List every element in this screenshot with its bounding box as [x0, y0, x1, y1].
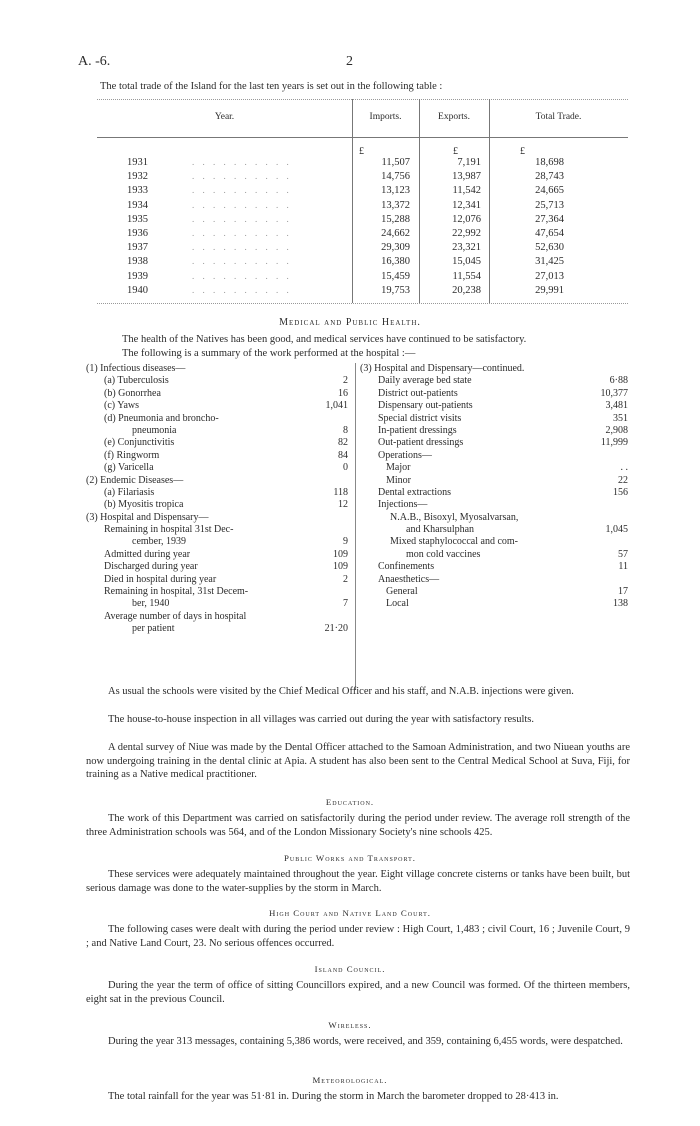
row-exports: 15,045 — [452, 256, 481, 268]
stat-row — [360, 388, 628, 400]
stat-value: 2,908 — [605, 424, 628, 436]
stat-label: Discharged during year — [104, 561, 198, 573]
stat-value: 82 — [338, 437, 348, 449]
stat-label: (e) Conjunctivitis — [104, 437, 175, 449]
stat-value: 109 — [333, 561, 348, 573]
dot-leader: . . . . . . . . . . — [192, 157, 292, 167]
stat-label: and Kharsulphan — [406, 524, 475, 536]
medical-heading: Medical and Public Health. — [279, 317, 421, 328]
dot-leader: . . . . . . . . . . — [192, 256, 292, 267]
table-row — [97, 214, 628, 228]
stat-value: 118 — [333, 486, 348, 498]
row-imports: 13,123 — [381, 185, 410, 197]
row-exports: 11,542 — [452, 185, 481, 197]
stat-row — [360, 536, 628, 548]
row-total: 27,013 — [535, 270, 564, 282]
stat-row — [86, 375, 348, 387]
row-total: 28,743 — [535, 171, 564, 183]
stat-value: 22 — [618, 474, 628, 486]
dot-leader: . . . . . . . . . . — [192, 199, 292, 210]
stat-row — [360, 524, 628, 536]
stat-row — [86, 450, 348, 462]
row-year: 1931 — [127, 157, 148, 168]
medical-para-3: As usual the schools were visited by the Chief Medical Officer and his staff, and N.A.B. injections were given. — [108, 686, 574, 697]
row-imports: 16,380 — [381, 256, 410, 268]
stat-label: (c) Yaws — [104, 400, 139, 412]
stat-label: Died in hospital during year — [104, 573, 217, 585]
stat-label: Remaining in hospital 31st Dec- — [104, 524, 234, 536]
stat-label: Local — [386, 598, 409, 610]
stat-row — [86, 611, 348, 623]
row-exports: 12,341 — [452, 199, 481, 211]
table-row — [97, 157, 628, 171]
table-row — [97, 285, 628, 299]
section-heading-meteorological: Meteorological. — [312, 1075, 388, 1085]
stat-value: 6·88 — [609, 375, 628, 387]
table-row — [97, 271, 628, 285]
stat-row — [360, 549, 628, 561]
stat-row — [360, 598, 628, 610]
medical-para-1: The health of the Natives has been good, and medical services have continued to be satisfactory. — [122, 334, 527, 345]
stat-label: pneumonia — [132, 424, 177, 436]
stat-label: Dispensary out-patients — [378, 400, 473, 412]
stat-label: Average number of days in hospital — [104, 610, 247, 622]
stat-row — [86, 561, 348, 573]
section-text-public-works: These services were adequately maintained throughout the year. Eight village concrete cisterns or tanks have been built, but serious damage was done to the water-supplies by the storm in March. — [86, 869, 630, 894]
stat-row — [86, 536, 348, 548]
stat-value: 11,999 — [600, 437, 628, 449]
stat-row — [360, 475, 628, 487]
stat-row — [86, 549, 348, 561]
stat-value: 57 — [618, 548, 628, 560]
stat-label: N.A.B., Bisoxyl, Myosalvarsan, — [390, 511, 519, 523]
stat-label: Remaining in hospital, 31st Decem- — [104, 586, 249, 598]
unit-exports: £ — [453, 146, 458, 157]
row-imports: 19,753 — [381, 284, 410, 296]
stat-label: General — [386, 586, 418, 598]
section-heading-education: Education. — [325, 797, 375, 807]
section-text-education: The work of this Department was carried on satisfactorily during the period under review. The average roll strength of the three Administration schools was 564, and of the London Missionary Society's nine schools 425. — [86, 813, 630, 838]
stat-row — [360, 425, 628, 437]
row-total: 52,630 — [535, 242, 564, 254]
stat-row — [86, 524, 348, 536]
dot-leader: . . . . . . . . . . — [192, 171, 292, 182]
trade-intro: The total trade of the Island for the last ten years is set out in the following table : — [100, 81, 443, 92]
row-year: 1939 — [127, 270, 148, 282]
dot-leader: . . . . . . . . . . — [192, 228, 292, 238]
row-year: 1933 — [127, 185, 148, 197]
page-number: 2 — [346, 54, 353, 69]
stat-value: 2 — [343, 375, 348, 387]
stat-value: . . — [620, 462, 628, 474]
stat-value: 16 — [338, 387, 348, 399]
dot-leader: . . . . . . . . . . — [192, 213, 292, 224]
section-heading-wireless: Wireless. — [328, 1020, 372, 1030]
medical-right-column — [360, 363, 628, 611]
row-year: 1936 — [127, 228, 148, 239]
stat-row — [86, 437, 348, 449]
stat-value: 0 — [343, 462, 348, 474]
stat-label: Confinements — [378, 561, 435, 573]
section-heading-island-council: Island Council. — [314, 964, 386, 974]
dot-leader: . . . . . . . . . . — [192, 242, 292, 253]
row-year: 1938 — [127, 256, 148, 268]
row-total: 31,425 — [535, 256, 564, 268]
stat-value: 10,377 — [600, 387, 628, 399]
row-exports: 13,987 — [452, 171, 481, 183]
column-header-exports: Exports. — [438, 112, 470, 122]
dot-leader: . . . . . . . . . . — [192, 185, 292, 196]
section-heading-high-court: High Court and Native Land Court. — [269, 908, 431, 918]
stat-label: Special district visits — [378, 412, 462, 424]
stat-label: per patient — [132, 623, 175, 635]
stat-value: 1,041 — [325, 400, 348, 412]
stat-label: Major — [386, 462, 411, 474]
row-imports: 14,756 — [381, 171, 410, 183]
table-row — [97, 228, 628, 242]
column-header-year: Year. — [214, 112, 235, 122]
row-total: 18,698 — [535, 157, 564, 168]
stat-label: District out-patients — [378, 387, 458, 399]
stat-row — [86, 487, 348, 499]
section-heading-public-works: Public Works and Transport. — [283, 853, 417, 863]
stat-label: (g) Varicella — [104, 462, 154, 474]
unit-imports: £ — [359, 146, 364, 157]
row-year: 1934 — [127, 199, 148, 211]
stat-row — [360, 574, 628, 586]
stat-label: Injections— — [378, 499, 428, 511]
stat-row — [360, 561, 628, 573]
row-exports: 20,238 — [452, 284, 481, 296]
stat-label: (3) Hospital and Dispensary—continued. — [360, 363, 525, 374]
medical-para-2: The following is a summary of the work performed at the hospital :— — [122, 348, 416, 359]
stat-row — [360, 499, 628, 511]
stat-value: 21·20 — [324, 623, 348, 635]
stat-row — [86, 475, 348, 487]
row-imports: 29,309 — [381, 242, 410, 254]
medical-left-column — [86, 363, 348, 636]
stat-label: (d) Pneumonia and broncho- — [104, 412, 219, 424]
section-text-meteorological: The total rainfall for the year was 51·81 in. During the storm in March the barometer dropped to 28·413 in. — [108, 1091, 559, 1102]
stat-label: (1) Infectious diseases— — [86, 363, 186, 374]
table-row — [97, 171, 628, 185]
row-imports: 11,507 — [381, 157, 410, 168]
stat-value: 84 — [338, 449, 348, 461]
row-imports: 15,459 — [381, 270, 410, 282]
row-exports: 12,076 — [452, 213, 481, 225]
stat-value: 9 — [343, 536, 348, 548]
stat-row — [86, 586, 348, 598]
stat-row — [86, 388, 348, 400]
stat-label: ber, 1940 — [132, 598, 170, 610]
stat-row — [86, 462, 348, 474]
stat-label: (f) Ringworm — [104, 449, 160, 461]
stat-label: In-patient dressings — [378, 424, 457, 436]
stat-label: (2) Endemic Diseases— — [86, 474, 184, 486]
section-text-wireless: During the year 313 messages, containing 5,386 words, were received, and 359, containing 6,455 words, were despatched. — [108, 1036, 623, 1047]
medical-para-4: The house-to-house inspection in all villages was carried out during the year with satisfactory results. — [108, 714, 535, 725]
row-imports: 24,662 — [381, 228, 410, 239]
row-total: 27,364 — [535, 213, 564, 225]
stat-label: Operations— — [378, 449, 432, 461]
stat-row — [86, 425, 348, 437]
stat-value: 8 — [343, 424, 348, 436]
stat-row — [360, 413, 628, 425]
stat-row — [360, 400, 628, 412]
stat-row — [360, 363, 628, 375]
stat-value: 17 — [618, 586, 628, 598]
stat-label: Admitted during year — [104, 548, 191, 560]
table-row — [97, 242, 628, 256]
table-row — [97, 256, 628, 270]
row-imports: 15,288 — [381, 213, 410, 225]
stat-label: Out-patient dressings — [378, 437, 464, 449]
stat-row — [360, 450, 628, 462]
column-header-total: Total Trade. — [535, 112, 582, 122]
stat-value: 2 — [343, 573, 348, 585]
stat-label: (b) Myositis tropica — [104, 499, 184, 511]
stat-value: 7 — [343, 598, 348, 610]
row-imports: 13,372 — [381, 199, 410, 211]
stat-label: Daily average bed state — [378, 375, 472, 387]
row-year: 1932 — [127, 171, 148, 183]
trade-table — [97, 99, 628, 304]
stat-value: 156 — [613, 486, 628, 498]
stat-row — [86, 598, 348, 610]
stat-row — [86, 413, 348, 425]
row-total: 24,665 — [535, 185, 564, 197]
stat-label: Dental extractions — [378, 486, 452, 498]
stat-value: 3,481 — [605, 400, 628, 412]
stat-row — [86, 623, 348, 635]
stat-label: (a) Filariasis — [104, 486, 155, 498]
document-reference: A. -6. — [78, 54, 111, 69]
stat-label: (b) Gonorrhea — [104, 387, 161, 399]
column-header-imports: Imports. — [369, 112, 402, 122]
stat-label: Minor — [386, 474, 411, 486]
stat-row — [360, 487, 628, 499]
medical-para-5: A dental survey of Niue was made by the Dental Officer attached to the Samoan Administration, and two Niuean youths are now undergoing training in the dental clinic at Apia. A student has also been sent to the Central Medical School at Suva, Fiji, for training as a Native medical practitioner. — [86, 742, 630, 781]
stat-value: 138 — [613, 598, 628, 610]
stat-label: mon cold vaccines — [406, 548, 481, 560]
stat-label: Mixed staphylococcal and com- — [390, 536, 519, 548]
row-total: 25,713 — [535, 199, 564, 211]
row-exports: 22,992 — [452, 228, 481, 239]
section-text-island-council: During the year the term of office of sitting Councillors expired, and a new Council was formed. Of the thirteen members, eight sat in the previous Council. — [86, 980, 630, 1005]
stat-row — [86, 499, 348, 511]
stat-value: 12 — [338, 499, 348, 511]
stat-row — [360, 512, 628, 524]
stat-value: 351 — [613, 412, 628, 424]
stat-label: Anaesthetics— — [378, 573, 440, 585]
row-exports: 23,321 — [452, 242, 481, 254]
stat-row — [360, 375, 628, 387]
table-row — [97, 200, 628, 214]
row-exports: 7,191 — [457, 157, 481, 168]
dot-leader: . . . . . . . . . . — [192, 270, 292, 281]
stat-value: 1,045 — [605, 524, 628, 536]
row-total: 47,654 — [535, 228, 564, 239]
stat-label: (a) Tuberculosis — [104, 375, 169, 387]
stat-row — [360, 462, 628, 474]
dot-leader: . . . . . . . . . . — [192, 284, 292, 295]
table-row — [97, 185, 628, 199]
row-exports: 11,554 — [452, 270, 481, 282]
row-total: 29,991 — [535, 284, 564, 296]
stat-value: 11 — [618, 561, 628, 573]
stat-row — [360, 437, 628, 449]
stat-row — [86, 400, 348, 412]
stat-row — [86, 512, 348, 524]
row-year: 1935 — [127, 213, 148, 225]
unit-total: £ — [520, 146, 525, 157]
stat-row — [360, 586, 628, 598]
stat-row — [86, 574, 348, 586]
stat-label: cember, 1939 — [132, 536, 187, 548]
section-text-high-court: The following cases were dealt with during the period under review : High Court, 1,483 ; civil Court, 16 ; Juvenile Court, 9 ; and Native Land Court, 23. No serious offences occurred. — [86, 924, 630, 949]
stat-label: (3) Hospital and Dispensary— — [86, 511, 209, 523]
row-year: 1937 — [127, 242, 148, 254]
stat-value: 109 — [333, 548, 348, 560]
stat-row — [86, 363, 348, 375]
row-year: 1940 — [127, 284, 148, 296]
